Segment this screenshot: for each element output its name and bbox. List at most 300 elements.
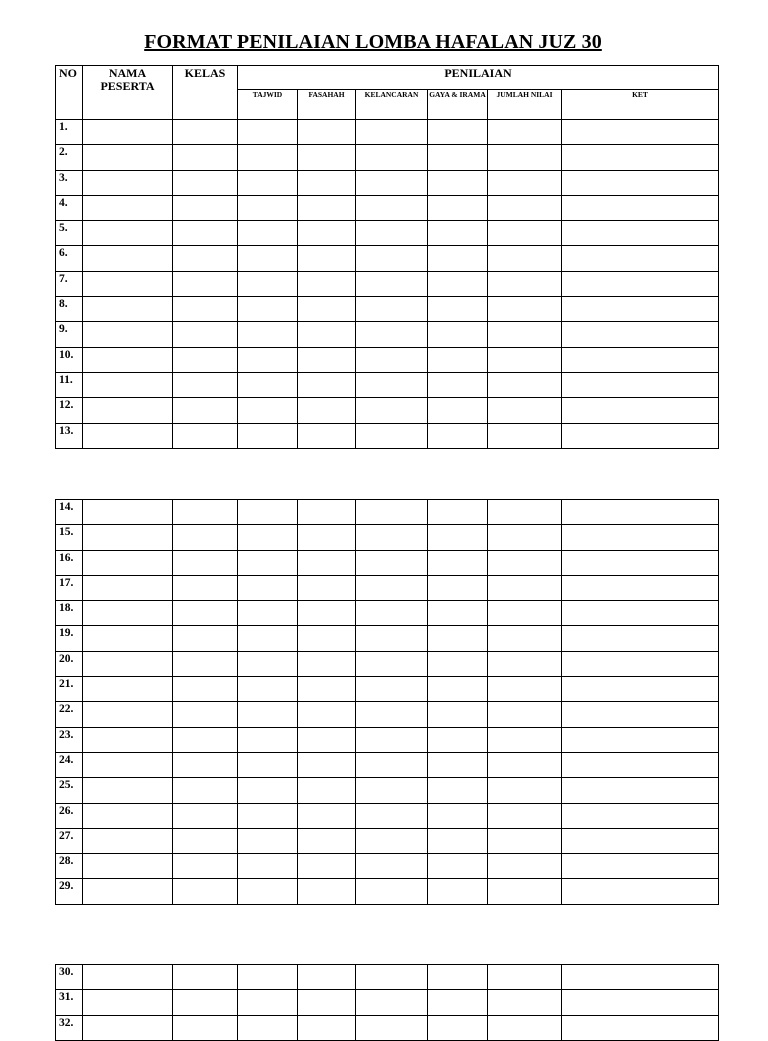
row-number: 11. (56, 372, 83, 397)
cell-jumlah-nilai (488, 803, 562, 828)
cell-ket (562, 423, 719, 448)
cell-nama (83, 575, 173, 600)
cell-kelas (173, 601, 238, 626)
cell-jumlah-nilai (488, 626, 562, 651)
cell-gaya-irama (428, 372, 488, 397)
cell-fasahah (298, 879, 356, 904)
cell-kelancaran (356, 120, 428, 145)
cell-kelancaran (356, 702, 428, 727)
cell-kelas (173, 854, 238, 879)
cell-tajwid (238, 525, 298, 550)
cell-kelancaran (356, 1015, 428, 1040)
cell-gaya-irama (428, 500, 488, 525)
cell-kelancaran (356, 297, 428, 322)
cell-tajwid (238, 500, 298, 525)
cell-kelancaran (356, 727, 428, 752)
cell-ket (562, 246, 719, 271)
cell-jumlah-nilai (488, 525, 562, 550)
cell-jumlah-nilai (488, 778, 562, 803)
cell-fasahah (298, 626, 356, 651)
cell-kelas (173, 500, 238, 525)
cell-fasahah (298, 525, 356, 550)
cell-tajwid (238, 854, 298, 879)
cell-fasahah (298, 322, 356, 347)
row-number: 17. (56, 575, 83, 600)
cell-jumlah-nilai (488, 651, 562, 676)
cell-kelancaran (356, 601, 428, 626)
header-kelancaran: KELANCARAN (356, 90, 428, 120)
cell-jumlah-nilai (488, 879, 562, 904)
cell-nama (83, 702, 173, 727)
cell-ket (562, 778, 719, 803)
header-no: NO (56, 66, 83, 120)
cell-ket (562, 271, 719, 296)
cell-kelas (173, 752, 238, 777)
cell-fasahah (298, 854, 356, 879)
cell-tajwid (238, 297, 298, 322)
cell-nama (83, 778, 173, 803)
cell-ket (562, 398, 719, 423)
cell-tajwid (238, 626, 298, 651)
cell-kelancaran (356, 677, 428, 702)
cell-nama (83, 246, 173, 271)
cell-gaya-irama (428, 423, 488, 448)
cell-tajwid (238, 879, 298, 904)
table-row (56, 246, 719, 271)
cell-kelancaran (356, 398, 428, 423)
cell-tajwid (238, 752, 298, 777)
table-row (56, 1015, 719, 1040)
cell-tajwid (238, 575, 298, 600)
cell-gaya-irama (428, 170, 488, 195)
row-number: 4. (56, 195, 83, 220)
cell-nama (83, 398, 173, 423)
cell-fasahah (298, 195, 356, 220)
row-number: 9. (56, 322, 83, 347)
table-row (56, 677, 719, 702)
cell-kelancaran (356, 575, 428, 600)
cell-jumlah-nilai (488, 271, 562, 296)
table-row (56, 651, 719, 676)
row-number: 31. (56, 990, 83, 1015)
cell-tajwid (238, 271, 298, 296)
cell-fasahah (298, 1015, 356, 1040)
row-number: 15. (56, 525, 83, 550)
cell-kelancaran (356, 322, 428, 347)
cell-kelancaran (356, 550, 428, 575)
cell-fasahah (298, 727, 356, 752)
cell-tajwid (238, 828, 298, 853)
cell-ket (562, 965, 719, 990)
cell-ket (562, 651, 719, 676)
cell-gaya-irama (428, 828, 488, 853)
cell-kelas (173, 246, 238, 271)
cell-kelas (173, 575, 238, 600)
cell-jumlah-nilai (488, 990, 562, 1015)
cell-kelancaran (356, 626, 428, 651)
cell-jumlah-nilai (488, 677, 562, 702)
cell-jumlah-nilai (488, 322, 562, 347)
cell-ket (562, 550, 719, 575)
cell-fasahah (298, 347, 356, 372)
cell-gaya-irama (428, 1015, 488, 1040)
cell-nama (83, 500, 173, 525)
cell-ket (562, 752, 719, 777)
cell-nama (83, 965, 173, 990)
row-number: 22. (56, 702, 83, 727)
header-nama-peserta: NAMA PESERTA (83, 66, 173, 120)
assessment-table-3 (55, 964, 719, 1041)
cell-kelancaran (356, 990, 428, 1015)
cell-gaya-irama (428, 525, 488, 550)
cell-tajwid (238, 221, 298, 246)
cell-jumlah-nilai (488, 145, 562, 170)
cell-ket (562, 677, 719, 702)
table-row (56, 271, 719, 296)
cell-jumlah-nilai (488, 170, 562, 195)
cell-gaya-irama (428, 145, 488, 170)
cell-gaya-irama (428, 550, 488, 575)
row-number: 19. (56, 626, 83, 651)
table-row (56, 120, 719, 145)
cell-ket (562, 525, 719, 550)
cell-jumlah-nilai (488, 297, 562, 322)
row-number: 2. (56, 145, 83, 170)
cell-ket (562, 990, 719, 1015)
cell-fasahah (298, 752, 356, 777)
cell-fasahah (298, 221, 356, 246)
cell-nama (83, 990, 173, 1015)
cell-kelancaran (356, 145, 428, 170)
cell-tajwid (238, 651, 298, 676)
row-number: 3. (56, 170, 83, 195)
cell-ket (562, 803, 719, 828)
cell-fasahah (298, 778, 356, 803)
cell-jumlah-nilai (488, 423, 562, 448)
cell-kelas (173, 727, 238, 752)
table-row (56, 990, 719, 1015)
cell-nama (83, 322, 173, 347)
cell-jumlah-nilai (488, 752, 562, 777)
cell-kelancaran (356, 803, 428, 828)
table-row (56, 322, 719, 347)
cell-ket (562, 1015, 719, 1040)
header-jumlah-nilai: JUMLAH NILAI (488, 90, 562, 120)
table-row (56, 170, 719, 195)
row-number: 16. (56, 550, 83, 575)
row-number: 14. (56, 500, 83, 525)
cell-ket (562, 195, 719, 220)
cell-ket (562, 854, 719, 879)
cell-fasahah (298, 398, 356, 423)
cell-fasahah (298, 965, 356, 990)
cell-fasahah (298, 651, 356, 676)
row-number: 27. (56, 828, 83, 853)
cell-jumlah-nilai (488, 120, 562, 145)
cell-gaya-irama (428, 347, 488, 372)
cell-kelancaran (356, 195, 428, 220)
cell-fasahah (298, 803, 356, 828)
cell-gaya-irama (428, 990, 488, 1015)
cell-tajwid (238, 727, 298, 752)
cell-gaya-irama (428, 965, 488, 990)
cell-nama (83, 372, 173, 397)
cell-kelas (173, 347, 238, 372)
table-row (56, 778, 719, 803)
cell-gaya-irama (428, 246, 488, 271)
cell-kelancaran (356, 372, 428, 397)
row-number: 10. (56, 347, 83, 372)
row-number: 8. (56, 297, 83, 322)
table-row (56, 702, 719, 727)
cell-kelas (173, 145, 238, 170)
cell-fasahah (298, 575, 356, 600)
row-number: 24. (56, 752, 83, 777)
cell-gaya-irama (428, 651, 488, 676)
table-row (56, 423, 719, 448)
cell-kelas (173, 828, 238, 853)
cell-ket (562, 120, 719, 145)
cell-kelas (173, 372, 238, 397)
table-row (56, 803, 719, 828)
cell-nama (83, 677, 173, 702)
cell-kelas (173, 550, 238, 575)
cell-nama (83, 221, 173, 246)
cell-kelancaran (356, 879, 428, 904)
cell-jumlah-nilai (488, 601, 562, 626)
cell-nama (83, 727, 173, 752)
cell-kelas (173, 702, 238, 727)
cell-kelas (173, 803, 238, 828)
cell-tajwid (238, 195, 298, 220)
cell-nama (83, 854, 173, 879)
cell-kelancaran (356, 246, 428, 271)
table-row (56, 221, 719, 246)
cell-ket (562, 727, 719, 752)
cell-fasahah (298, 297, 356, 322)
row-number: 13. (56, 423, 83, 448)
cell-ket (562, 372, 719, 397)
cell-ket (562, 170, 719, 195)
cell-ket (562, 322, 719, 347)
cell-kelas (173, 170, 238, 195)
cell-fasahah (298, 702, 356, 727)
assessment-table-1 (55, 65, 719, 449)
cell-gaya-irama (428, 803, 488, 828)
cell-gaya-irama (428, 297, 488, 322)
cell-nama (83, 752, 173, 777)
cell-kelas (173, 120, 238, 145)
row-number: 6. (56, 246, 83, 271)
cell-kelas (173, 965, 238, 990)
table-row (56, 828, 719, 853)
cell-tajwid (238, 702, 298, 727)
cell-jumlah-nilai (488, 246, 562, 271)
table-row (56, 372, 719, 397)
cell-nama (83, 145, 173, 170)
table-row (56, 879, 719, 904)
cell-gaya-irama (428, 677, 488, 702)
table-row (56, 727, 719, 752)
cell-tajwid (238, 398, 298, 423)
cell-tajwid (238, 803, 298, 828)
cell-jumlah-nilai (488, 500, 562, 525)
cell-tajwid (238, 322, 298, 347)
table-row (56, 195, 719, 220)
row-number: 7. (56, 271, 83, 296)
cell-fasahah (298, 372, 356, 397)
cell-fasahah (298, 423, 356, 448)
table-row (56, 297, 719, 322)
header-gaya-irama: GAYA & IRAMA (428, 90, 488, 120)
header-ket: KET (562, 90, 719, 120)
cell-jumlah-nilai (488, 575, 562, 600)
cell-tajwid (238, 550, 298, 575)
cell-ket (562, 702, 719, 727)
table-row (56, 965, 719, 990)
cell-gaya-irama (428, 120, 488, 145)
cell-tajwid (238, 246, 298, 271)
cell-nama (83, 626, 173, 651)
page-title: FORMAT PENILAIAN LOMBA HAFALAN JUZ 30 (144, 31, 602, 53)
table-row (56, 550, 719, 575)
cell-tajwid (238, 965, 298, 990)
row-number: 26. (56, 803, 83, 828)
cell-jumlah-nilai (488, 347, 562, 372)
header-tajwid: TAJWID (238, 90, 298, 120)
cell-jumlah-nilai (488, 965, 562, 990)
row-number: 29. (56, 879, 83, 904)
cell-kelas (173, 778, 238, 803)
assessment-table-2 (55, 499, 719, 905)
row-number: 20. (56, 651, 83, 676)
cell-kelancaran (356, 778, 428, 803)
cell-tajwid (238, 423, 298, 448)
cell-fasahah (298, 120, 356, 145)
cell-ket (562, 828, 719, 853)
cell-kelancaran (356, 221, 428, 246)
cell-kelancaran (356, 651, 428, 676)
row-number: 12. (56, 398, 83, 423)
cell-gaya-irama (428, 221, 488, 246)
cell-kelas (173, 990, 238, 1015)
cell-kelas (173, 1015, 238, 1040)
cell-jumlah-nilai (488, 828, 562, 853)
cell-ket (562, 626, 719, 651)
cell-kelancaran (356, 525, 428, 550)
cell-kelancaran (356, 347, 428, 372)
cell-nama (83, 170, 173, 195)
cell-nama (83, 423, 173, 448)
cell-nama (83, 195, 173, 220)
row-number: 5. (56, 221, 83, 246)
cell-kelancaran (356, 854, 428, 879)
cell-kelas (173, 879, 238, 904)
cell-kelas (173, 271, 238, 296)
cell-gaya-irama (428, 322, 488, 347)
cell-tajwid (238, 347, 298, 372)
cell-gaya-irama (428, 854, 488, 879)
table-row (56, 500, 719, 525)
table-row (56, 347, 719, 372)
table-row (56, 575, 719, 600)
row-number: 23. (56, 727, 83, 752)
cell-gaya-irama (428, 626, 488, 651)
cell-tajwid (238, 778, 298, 803)
cell-fasahah (298, 601, 356, 626)
cell-kelancaran (356, 271, 428, 296)
cell-gaya-irama (428, 727, 488, 752)
cell-kelas (173, 626, 238, 651)
cell-gaya-irama (428, 702, 488, 727)
table-row (56, 601, 719, 626)
cell-kelancaran (356, 828, 428, 853)
cell-fasahah (298, 271, 356, 296)
cell-kelas (173, 195, 238, 220)
table-row (56, 626, 719, 651)
row-number: 32. (56, 1015, 83, 1040)
cell-ket (562, 500, 719, 525)
cell-kelancaran (356, 752, 428, 777)
table-row (56, 525, 719, 550)
cell-fasahah (298, 990, 356, 1015)
cell-nama (83, 803, 173, 828)
cell-fasahah (298, 246, 356, 271)
row-number: 25. (56, 778, 83, 803)
cell-tajwid (238, 677, 298, 702)
cell-jumlah-nilai (488, 550, 562, 575)
cell-gaya-irama (428, 271, 488, 296)
cell-kelas (173, 423, 238, 448)
cell-nama (83, 120, 173, 145)
cell-kelas (173, 677, 238, 702)
cell-fasahah (298, 677, 356, 702)
cell-fasahah (298, 170, 356, 195)
cell-gaya-irama (428, 601, 488, 626)
cell-kelas (173, 297, 238, 322)
table-row (56, 398, 719, 423)
cell-ket (562, 221, 719, 246)
cell-ket (562, 297, 719, 322)
cell-tajwid (238, 601, 298, 626)
cell-tajwid (238, 1015, 298, 1040)
cell-kelas (173, 322, 238, 347)
row-number: 30. (56, 965, 83, 990)
cell-tajwid (238, 120, 298, 145)
header-penilaian: PENILAIAN (238, 66, 719, 90)
cell-fasahah (298, 828, 356, 853)
cell-tajwid (238, 990, 298, 1015)
cell-nama (83, 828, 173, 853)
cell-nama (83, 271, 173, 296)
row-number: 1. (56, 120, 83, 145)
cell-nama (83, 879, 173, 904)
cell-kelancaran (356, 423, 428, 448)
cell-kelancaran (356, 500, 428, 525)
header-kelas: KELAS (173, 66, 238, 120)
cell-ket (562, 601, 719, 626)
cell-gaya-irama (428, 879, 488, 904)
cell-kelancaran (356, 170, 428, 195)
row-number: 28. (56, 854, 83, 879)
header-fasahah: FASAHAH (298, 90, 356, 120)
cell-kelas (173, 651, 238, 676)
cell-nama (83, 550, 173, 575)
cell-tajwid (238, 145, 298, 170)
cell-ket (562, 575, 719, 600)
cell-nama (83, 525, 173, 550)
cell-kelas (173, 525, 238, 550)
